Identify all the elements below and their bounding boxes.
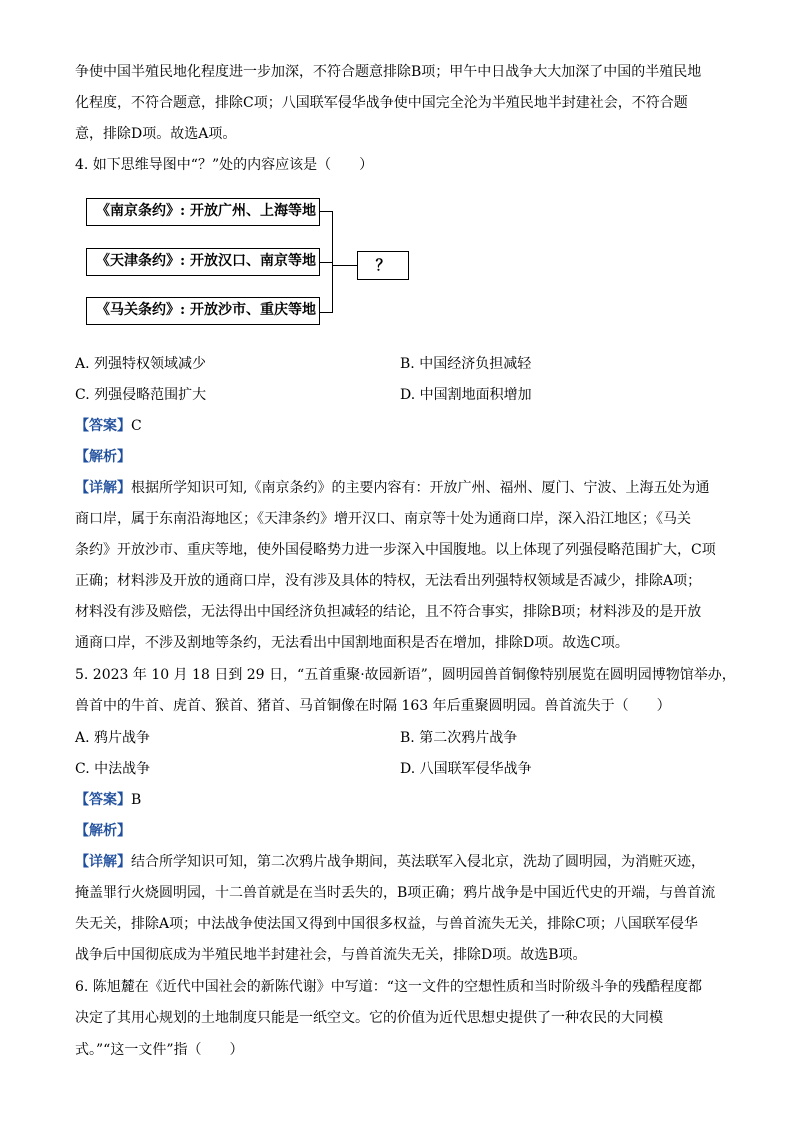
q4-option-b: B. 中国经济负担减轻 [400,356,532,372]
q5-detail-line-3: 失无关，排除A项；中法战争使法国又得到中国很多权益，与兽首流失无关，排除C项；八国联军侵华 [75,916,698,932]
answer-value: C [131,418,142,434]
analysis-tag: 【解析】 [75,823,131,839]
detail-text: 根据所学知识可知,《南京条约》的主要内容有：开放广州、福州、厦门、宁波、上海五处为通 [131,480,710,496]
intro-line-3: 意，排除D项。故选A项。 [75,126,237,142]
mindmap-box-maguan: 《马关条约》: 开放沙市、重庆等地 [86,297,320,325]
intro-line-1: 争使中国半殖民地化程度进一步加深，不符合题意排除B项；甲午中日战争大大加深了中国的半殖民地 [75,64,702,80]
q5-option-d: D. 八国联军侵华战争 [400,761,532,777]
q5-option-a: A. 鸦片战争 [75,730,151,746]
detail-text: 结合所学知识可知，第二次鸦片战争期间，英法联军入侵北京，洗劫了圆明园，为消赃灭迹， [131,854,705,870]
mindmap-box-tianjin: 《天津条约》: 开放汉口、南京等地 [86,248,320,276]
q4-detail-line-6: 通商口岸，不涉及割地等条约，无法看出中国割地面积是否在增加，排除D项。故选C项。 [75,635,629,651]
answer-tag: 【答案】 [75,418,131,434]
q4-detail-line-3: 条约》开放沙市、重庆等地，使外国侵略势力进一步深入中国腹地。以上体现了列强侵略范围扩大，C项 [75,542,716,558]
analysis-tag: 【解析】 [75,449,131,465]
q4-question: 4. 如下思维导图中“？”处的内容应该是（ ） [75,157,374,173]
q5-detail-line-4: 战争后中国彻底成为半殖民地半封建社会，与兽首流失无关，排除D项。故选B项。 [75,947,587,963]
q4-option-d: D. 中国割地面积增加 [400,387,532,403]
q4-option-a: A. 列强特权领域减少 [75,356,207,372]
q4-detail-line-4: 正确；材料涉及开放的通商口岸，没有涉及具体的特权，无法看出列强特权领域是否减少，排除A项； [75,573,702,589]
q6-question-line-3: 式。”“这一文件”指（ ） [75,1042,244,1058]
q5-option-c: C. 中法战争 [75,761,151,777]
q4-detail-line-1 [75,478,709,498]
q6-question-line-1: 6. 陈旭麓在《近代中国社会的新陈代谢》中写道：“这一文件的空想性质和当时阶级斗争的残酷程度都 [75,979,702,995]
q5-analysis-tag [75,821,131,841]
q5-option-b: B. 第二次鸦片战争 [400,730,518,746]
q4-option-c: C. 列强侵略范围扩大 [75,387,207,403]
q4-analysis-tag [75,447,131,467]
detail-tag: 【详解】 [75,854,131,870]
mindmap-connector-arrow [333,265,357,266]
q5-detail-line-2: 掩盖罪行火烧圆明园，十二兽首就是在当时丢失的，B项正确；鸦片战争是中国近代史的开端，与兽首流 [75,885,716,901]
q5-question-line-1: 5. 2023 年 10 月 18 日到 29 日，“五首重聚·故园新语”，圆明园兽首铜像特别展览在圆明园博物馆举办， [75,667,736,683]
q5-question-line-2: 兽首中的牛首、虎首、猴首、猪首、马首铜像在时隔 163 年后重聚圆明园。兽首流失于（ ） [75,698,671,714]
answer-tag: 【答案】 [75,792,131,808]
answer-value: B [131,792,142,808]
q5-detail-line-1 [75,852,705,872]
intro-line-2: 化程度，不符合题意，排除C项；八国联军侵华战争使中国完全沦为半殖民地半封建社会，不符合题 [75,95,688,111]
detail-tag: 【详解】 [75,480,131,496]
q4-answer [75,416,142,436]
q4-detail-line-2: 商口岸，属于东南沿海地区；《天津条约》增开汉口、南京等十处为通商口岸，深入沿江地区；《马关 [75,511,691,527]
q6-question-line-2: 决定了其用心规划的土地制度只能是一纸空文。它的价值为近代思想史提供了一种农民的大同模 [75,1010,663,1026]
mindmap-target-box: ？ [357,251,409,280]
q4-detail-line-5: 材料没有涉及赔偿，无法得出中国经济负担减轻的结论，且不符合事实，排除B项；材料涉及的是开放 [75,604,702,620]
mindmap-box-nanjing: 《南京条约》: 开放广州、上海等地 [86,198,320,226]
mindmap-connector-middle [320,262,332,263]
q5-answer [75,790,141,810]
